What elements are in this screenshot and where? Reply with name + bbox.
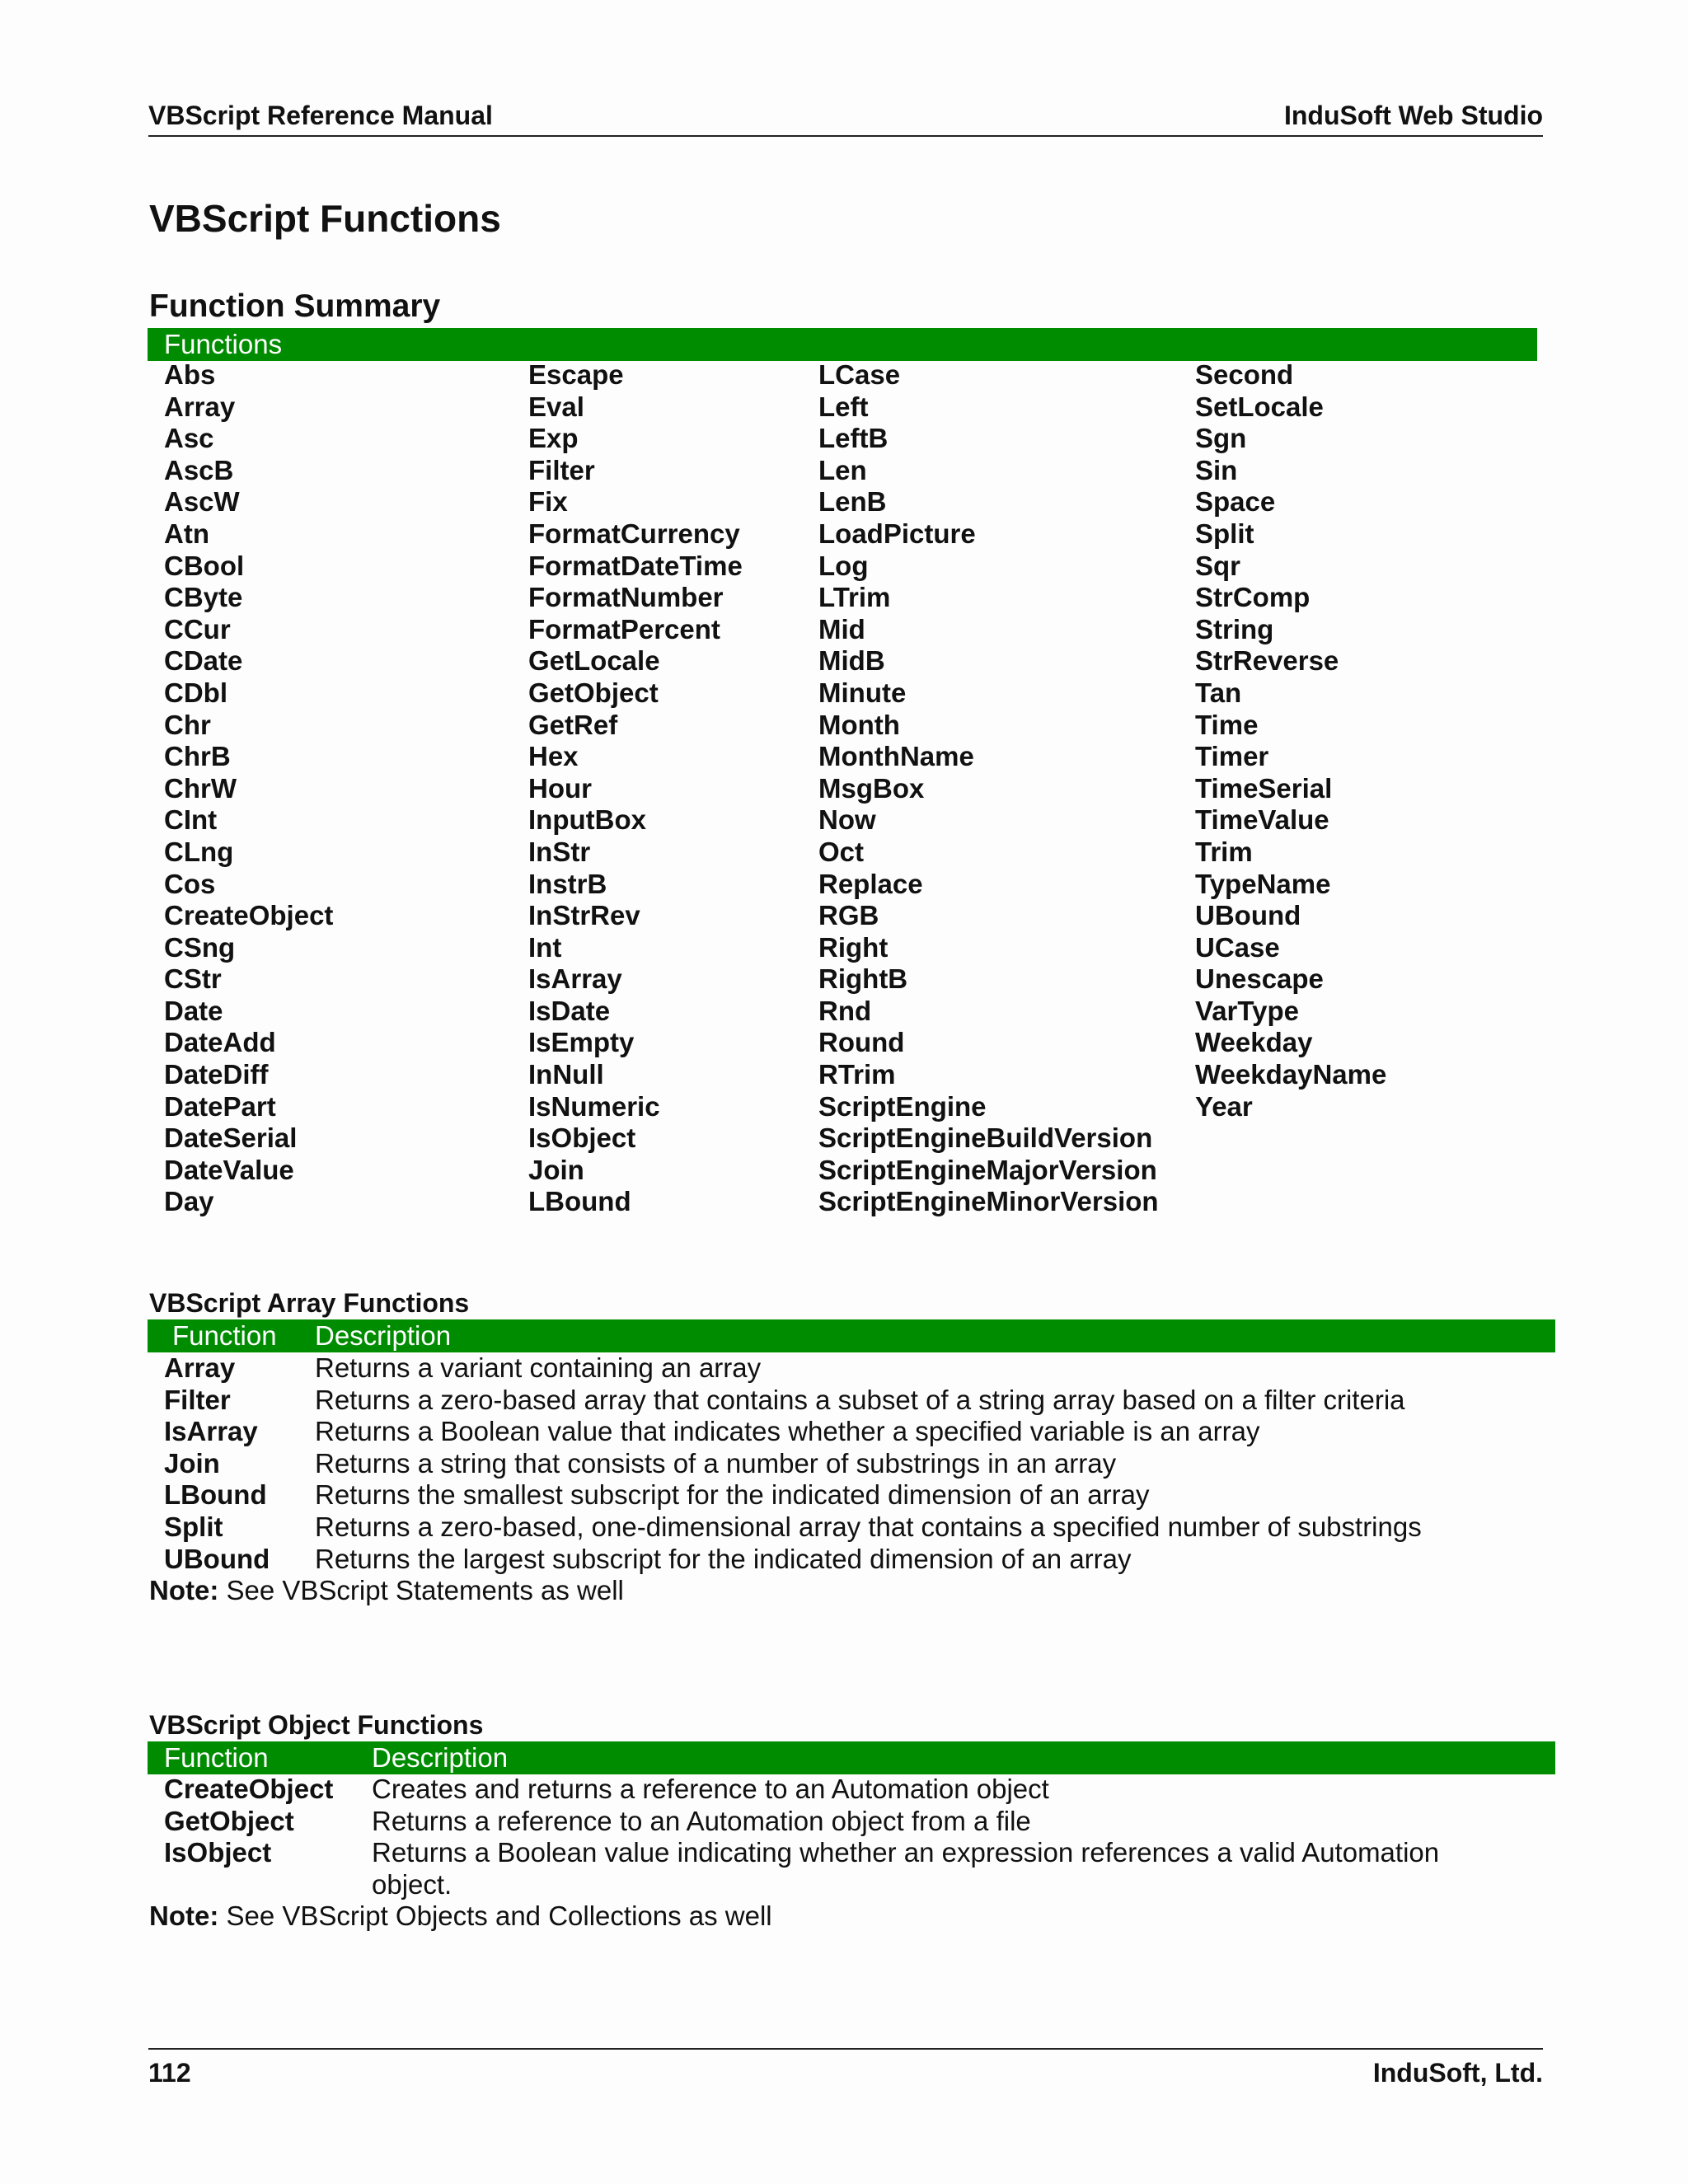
function-cell: Split: [164, 1511, 223, 1542]
function-name: Escape: [528, 359, 624, 390]
description-cell: Returns a reference to an Automation object from a file: [372, 1805, 1031, 1836]
array-note: [149, 1575, 624, 1606]
function-name: Left: [818, 391, 869, 422]
table-row: [0, 1511, 1688, 1544]
description-cell: Returns a variant containing an array: [315, 1352, 762, 1383]
table-row: [0, 1774, 1688, 1806]
function-name: String: [1195, 613, 1274, 644]
function-column-4: [1195, 359, 1386, 1122]
function-name: UCase: [1195, 931, 1280, 963]
function-name: DateDiff: [164, 1059, 269, 1090]
function-name: FormatNumber: [528, 582, 724, 613]
function-name: ChrB: [164, 741, 231, 772]
function-name: Split: [1195, 518, 1254, 549]
function-name: ScriptEngineMajorVersion: [818, 1154, 1157, 1185]
function-name: IsArray: [528, 963, 622, 995]
function-name: Trim: [1195, 836, 1253, 867]
object-functions-header-bar: [148, 1741, 1555, 1774]
function-name: Asc: [164, 423, 214, 454]
function-name: GetRef: [528, 709, 618, 740]
function-name: DateSerial: [164, 1122, 298, 1154]
table-row: [0, 1448, 1688, 1480]
function-name: Exp: [528, 423, 579, 454]
table-row: [0, 1479, 1688, 1511]
array-note-text: See VBScript Statements as well: [218, 1575, 624, 1605]
function-name: LTrim: [818, 582, 891, 613]
function-name: Date: [164, 995, 223, 1026]
function-column-3: [818, 359, 1159, 1218]
function-name: Array: [164, 391, 236, 422]
object-note-label: Note:: [149, 1900, 219, 1931]
function-name: Oct: [818, 836, 865, 867]
function-name: Len: [818, 454, 867, 485]
header-product-name: InduSoft Web Studio: [1283, 101, 1543, 130]
function-name: IsObject: [528, 1122, 636, 1154]
function-name: Right: [818, 931, 889, 963]
function-name: CreateObject: [164, 900, 334, 931]
function-name: RTrim: [818, 1059, 896, 1090]
function-name: Join: [528, 1154, 584, 1185]
description-cell: Returns a Boolean value that indicates whether a specified variable is an array: [315, 1416, 1260, 1447]
function-name: Sin: [1195, 454, 1238, 485]
function-cell: GetObject: [164, 1805, 294, 1836]
function-name: TimeSerial: [1195, 772, 1333, 804]
function-name: Sqr: [1195, 550, 1241, 581]
function-name: Cos: [164, 868, 216, 899]
function-name: CInt: [164, 804, 218, 836]
function-name: Hour: [528, 772, 592, 804]
table-row: [0, 1416, 1688, 1448]
function-name: CDate: [164, 645, 243, 677]
function-name: MonthName: [818, 741, 974, 772]
function-name: UBound: [1195, 900, 1301, 931]
function-cell: Array: [164, 1352, 236, 1383]
function-name: Year: [1195, 1090, 1253, 1122]
object-col-function: Function: [164, 1742, 269, 1773]
function-name: Replace: [818, 868, 923, 899]
table-row: [0, 1544, 1688, 1576]
function-name: Minute: [818, 677, 907, 708]
description-cell: Returns a zero-based array that contains a subset of a string array based on a filter criteria: [315, 1384, 1405, 1415]
function-summary-heading: Function Summary: [149, 288, 441, 324]
table-row: [0, 1806, 1688, 1838]
function-name: Round: [818, 1027, 905, 1058]
function-name: CDbl: [164, 677, 227, 708]
function-name: RGB: [818, 900, 879, 931]
table-row: [0, 1352, 1688, 1385]
function-name: Now: [818, 804, 876, 836]
function-name: Day: [164, 1186, 214, 1217]
function-name: LBound: [528, 1186, 631, 1217]
function-name: CCur: [164, 613, 231, 644]
function-name: LoadPicture: [818, 518, 976, 549]
page-footer: [148, 2048, 1543, 2091]
table-row: [0, 1385, 1688, 1417]
function-cell: CreateObject: [164, 1774, 334, 1804]
function-name: VarType: [1195, 995, 1299, 1026]
function-name: Mid: [818, 613, 865, 644]
function-name: Month: [818, 709, 900, 740]
function-name: CByte: [164, 582, 243, 613]
function-cell: UBound: [164, 1543, 270, 1574]
function-name: WeekdayName: [1195, 1059, 1387, 1090]
table-row: [0, 1837, 1688, 1869]
function-name: CSng: [164, 931, 236, 963]
function-name: Int: [528, 931, 562, 963]
table-row: [0, 1869, 1688, 1901]
function-name: AscB: [164, 454, 234, 485]
function-name: LenB: [818, 486, 887, 518]
function-name: Tan: [1195, 677, 1242, 708]
function-name: Chr: [164, 709, 211, 740]
description-cell: Returns a Boolean value indicating whether an expression references a valid Automation: [372, 1837, 1440, 1868]
function-name: Second: [1195, 359, 1294, 390]
array-functions-header-bar: [148, 1319, 1555, 1352]
function-name: FormatPercent: [528, 613, 720, 644]
object-note-text: See VBScript Objects and Collections as well: [218, 1900, 772, 1931]
function-name: Time: [1195, 709, 1259, 740]
function-name: IsDate: [528, 995, 611, 1026]
function-name: InStr: [528, 836, 591, 867]
description-cell: Returns a zero-based, one-dimensional array that contains a specified number of substrings: [315, 1511, 1422, 1542]
description-cell: object.: [372, 1868, 452, 1900]
function-name: InstrB: [528, 868, 607, 899]
function-cell: IsArray: [164, 1416, 258, 1447]
function-column-1: [164, 359, 333, 1218]
functions-bar-label: Functions: [164, 329, 283, 359]
description-cell: Returns the largest subscript for the indicated dimension of an array: [315, 1543, 1132, 1574]
function-name: LCase: [818, 359, 901, 390]
function-name: MsgBox: [818, 772, 925, 804]
function-name: CLng: [164, 836, 234, 867]
function-name: InStrRev: [528, 900, 640, 931]
function-cell: Filter: [164, 1384, 231, 1415]
page-title: VBScript Functions: [149, 197, 501, 240]
function-name: DatePart: [164, 1090, 276, 1122]
function-name: IsNumeric: [528, 1090, 660, 1122]
function-name: GetObject: [528, 677, 659, 708]
footer-company: InduSoft, Ltd.: [1372, 2058, 1543, 2088]
object-functions-table: [0, 1774, 1688, 1900]
function-name: Weekday: [1195, 1027, 1313, 1058]
function-name: CStr: [164, 963, 222, 995]
function-name: Eval: [528, 391, 584, 422]
function-name: InputBox: [528, 804, 646, 836]
description-cell: Returns a string that consists of a number of substrings in an array: [315, 1447, 1117, 1479]
function-name: ScriptEngineMinorVersion: [818, 1186, 1159, 1217]
object-note: [149, 1900, 772, 1932]
array-col-function: Function: [172, 1320, 277, 1351]
page-number: 112: [148, 2058, 191, 2088]
function-cell: Join: [164, 1447, 220, 1479]
function-name: FormatCurrency: [528, 518, 740, 549]
array-functions-heading: VBScript Array Functions: [149, 1288, 470, 1318]
function-name: DateValue: [164, 1154, 294, 1185]
object-col-description: Description: [372, 1742, 509, 1773]
function-name: StrReverse: [1195, 645, 1339, 677]
function-name: RightB: [818, 963, 908, 995]
function-name: TypeName: [1195, 868, 1331, 899]
function-name: Rnd: [818, 995, 872, 1026]
array-note-label: Note:: [149, 1575, 219, 1605]
function-name: Atn: [164, 518, 209, 549]
function-name: ScriptEngineBuildVersion: [818, 1122, 1153, 1154]
function-name: Hex: [528, 741, 579, 772]
function-name: CBool: [164, 550, 245, 581]
function-name: StrComp: [1195, 582, 1311, 613]
function-name: SetLocale: [1195, 391, 1324, 422]
function-name: LeftB: [818, 423, 889, 454]
function-name: Sgn: [1195, 423, 1247, 454]
function-name: Unescape: [1195, 963, 1324, 995]
function-name: ChrW: [164, 772, 237, 804]
function-name: Fix: [528, 486, 568, 518]
function-name: Timer: [1195, 741, 1269, 772]
function-name: TimeValue: [1195, 804, 1329, 836]
function-name: Filter: [528, 454, 595, 485]
array-col-description: Description: [315, 1320, 452, 1351]
function-name: IsEmpty: [528, 1027, 635, 1058]
function-name: Space: [1195, 486, 1276, 518]
function-name: Abs: [164, 359, 216, 390]
function-name: InNull: [528, 1059, 604, 1090]
functions-header-bar: [148, 328, 1537, 361]
function-name: AscW: [164, 486, 240, 518]
function-name: FormatDateTime: [528, 550, 743, 581]
function-column-2: [528, 359, 743, 1218]
description-cell: Returns the smallest subscript for the indicated dimension of an array: [315, 1479, 1150, 1511]
description-cell: Creates and returns a reference to an Automation object: [372, 1774, 1049, 1804]
object-functions-heading: VBScript Object Functions: [149, 1710, 484, 1740]
function-cell: IsObject: [164, 1837, 272, 1868]
function-name: ScriptEngine: [818, 1090, 987, 1122]
function-name: MidB: [818, 645, 885, 677]
header-manual-title: VBScript Reference Manual: [148, 101, 493, 130]
array-functions-table: [0, 1352, 1688, 1575]
function-name: GetLocale: [528, 645, 660, 677]
page-header: [148, 99, 1543, 137]
function-name: DateAdd: [164, 1027, 276, 1058]
function-name: Log: [818, 550, 869, 581]
function-cell: LBound: [164, 1479, 267, 1511]
